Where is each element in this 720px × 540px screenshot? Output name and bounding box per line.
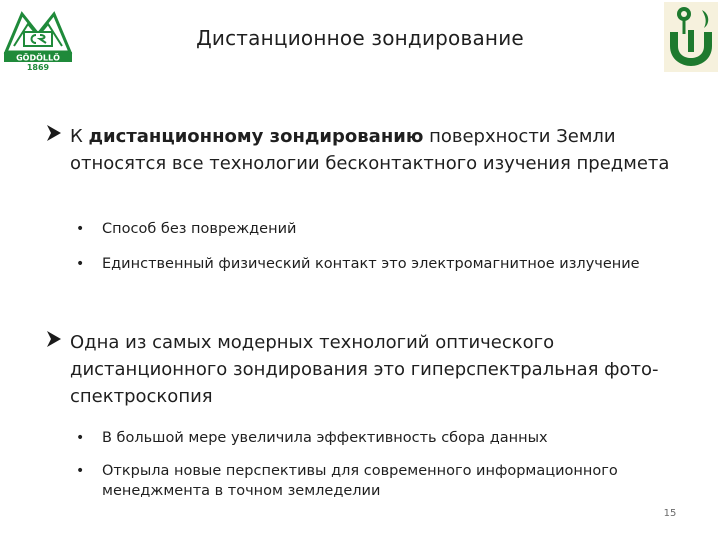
bold-term: дистанционному зондированию: [88, 126, 424, 147]
main-bullet-text: К дистанционному зондированию поверхности Земли относятся все технологии бесконтактного изучения предмета: [70, 126, 670, 174]
arrow-bullet-icon: [46, 124, 62, 142]
svg-text:1869: 1869: [26, 63, 50, 72]
bullet-dot-icon: •: [76, 221, 85, 237]
bullet-dot-icon: •: [76, 256, 85, 272]
bullet-dot-icon: •: [76, 463, 85, 479]
emblem-logo: [664, 2, 718, 72]
sub-bullet-2-2: • Открыла новые перспективы для современного информационного менеджмента в точном земледелии: [76, 463, 618, 499]
slide-title: Дистанционное зондирование: [196, 26, 524, 50]
bullet-dot-icon: •: [76, 430, 85, 446]
university-logo: [2, 2, 74, 72]
university-logo-icon: [2, 2, 74, 72]
sub-bullet-1-2: • Единственный физический контакт это электромагнитное излучение: [76, 256, 640, 272]
sub-bullet-1-1: • Способ без повреждений: [76, 221, 297, 237]
main-bullet-text: Одна из самых модерных технологий оптического дистанционного зондирования это гиперспектральная фото-спектроскопия: [70, 332, 659, 407]
main-bullet-1: [38, 123, 678, 177]
page-number: 15: [663, 508, 677, 519]
svg-text:GÖDÖLLŐ: GÖDÖLLŐ: [16, 53, 60, 63]
arrow-bullet-icon: [46, 330, 62, 348]
main-bullet-2: [38, 329, 678, 410]
emblem-logo-icon: [664, 2, 718, 72]
sub-bullet-2-1: • В большой мере увеличила эффективность сбора данных: [76, 430, 548, 446]
